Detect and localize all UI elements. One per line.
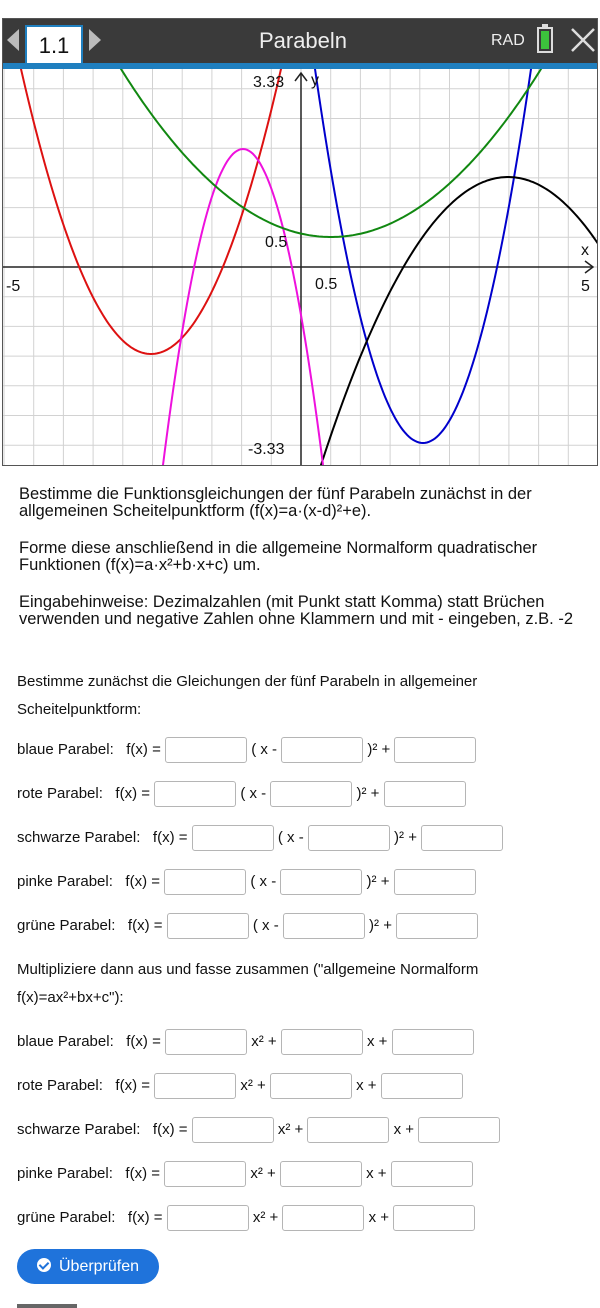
vertex-d-input[interactable]	[270, 781, 352, 807]
squared-plus-label: )² +	[367, 741, 391, 759]
open-bracket-label: ( x -	[277, 829, 304, 847]
y-max-label: 3.33	[253, 74, 285, 91]
vertex-e-input[interactable]	[396, 913, 478, 939]
x-squared-plus-label: x² +	[251, 1033, 277, 1051]
previous-page-arrow-icon[interactable]	[7, 29, 19, 51]
coefficient-a-input[interactable]	[154, 781, 236, 807]
x-squared-plus-label: x² +	[252, 1209, 279, 1227]
fx-label: f(x) =	[152, 829, 188, 847]
x-plus-label: x +	[366, 1033, 388, 1051]
open-bracket-label: ( x -	[252, 917, 279, 935]
squared-plus-label: )² +	[356, 785, 380, 803]
coefficient-b-input[interactable]	[307, 1117, 389, 1143]
vertex-form-row	[17, 736, 476, 764]
parabola-label: rote Parabel:	[17, 1077, 103, 1095]
coefficient-b-input[interactable]	[282, 1205, 364, 1231]
vertex-e-input[interactable]	[421, 825, 503, 851]
parabola-curve-4	[123, 149, 363, 465]
coefficient-a-input[interactable]	[167, 1205, 249, 1231]
coefficient-b-input[interactable]	[280, 1161, 362, 1187]
instruction-paragraph-1: Bestimme die Funktionsgleichungen der fünf Parabeln zunächst in der allgemeinen Scheitelpunktform (f(x)=a·(x-d)²+e).	[19, 485, 532, 520]
open-bracket-label: ( x -	[250, 873, 277, 891]
vertex-d-input[interactable]	[281, 737, 363, 763]
fx-label: f(x) =	[115, 1077, 150, 1095]
y-axis-label: y	[311, 72, 319, 89]
open-bracket-label: ( x -	[240, 785, 267, 803]
coefficient-b-input[interactable]	[270, 1073, 352, 1099]
coefficient-b-input[interactable]	[281, 1029, 363, 1055]
fx-label: f(x) =	[125, 1165, 161, 1183]
x-plus-label: x +	[366, 1165, 387, 1183]
x-plus-label: x +	[368, 1209, 390, 1227]
x-axis-label: x	[581, 242, 589, 259]
parabola-label: rote Parabel:	[17, 785, 103, 803]
vertex-d-input[interactable]	[280, 869, 362, 895]
coefficient-a-input[interactable]	[167, 913, 249, 939]
normal-form-row	[17, 1116, 500, 1144]
parabola-label: pinke Parabel:	[17, 873, 113, 891]
y-min-label: -3.33	[248, 441, 285, 458]
parabola-label: schwarze Parabel:	[17, 829, 141, 847]
x-squared-plus-label: x² +	[240, 1077, 266, 1095]
parabola-curve-1	[275, 69, 571, 443]
calculator-app	[2, 18, 598, 466]
coefficient-a-input[interactable]	[165, 737, 247, 763]
coefficient-c-input[interactable]	[418, 1117, 500, 1143]
coefficient-c-input[interactable]	[392, 1029, 474, 1055]
calculator-toolbar	[3, 19, 597, 63]
vertex-e-input[interactable]	[394, 737, 476, 763]
vertex-form-row	[17, 780, 466, 808]
next-page-arrow-icon[interactable]	[89, 29, 101, 51]
vertex-d-input[interactable]	[308, 825, 390, 851]
coefficient-c-input[interactable]	[393, 1205, 475, 1231]
squared-plus-label: )² +	[394, 829, 417, 847]
coefficient-c-input[interactable]	[381, 1073, 463, 1099]
fx-label: f(x) =	[152, 1121, 188, 1139]
vertex-form-row	[17, 824, 503, 852]
normal-form-row	[17, 1160, 473, 1188]
coefficient-a-input[interactable]	[164, 869, 246, 895]
graph-axes	[3, 73, 593, 465]
coefficient-a-input[interactable]	[192, 1117, 274, 1143]
angle-mode-indicator: RAD	[491, 32, 525, 49]
parabola-curve-5	[81, 69, 571, 237]
parabola-curve-3	[281, 177, 597, 465]
parabola-label: grüne Parabel:	[17, 1209, 116, 1227]
normal-form-row	[17, 1028, 474, 1056]
coefficient-a-input[interactable]	[164, 1161, 246, 1187]
x-plus-label: x +	[393, 1121, 415, 1139]
x-tick-label: 0.5	[315, 276, 338, 293]
fx-label: f(x) =	[126, 741, 161, 759]
vertex-form-row	[17, 912, 478, 940]
x-squared-plus-label: x² +	[277, 1121, 304, 1139]
parabola-label: blaue Parabel:	[17, 1033, 114, 1051]
x-min-label: -5	[6, 278, 21, 295]
coefficient-a-input[interactable]	[165, 1029, 247, 1055]
x-squared-plus-label: x² +	[250, 1165, 276, 1183]
battery-icon	[537, 27, 553, 53]
squared-plus-label: )² +	[369, 917, 392, 935]
fx-label: f(x) =	[115, 785, 150, 803]
coefficient-a-input[interactable]	[154, 1073, 236, 1099]
coefficient-c-input[interactable]	[391, 1161, 473, 1187]
fx-label: f(x) =	[127, 917, 163, 935]
instruction-paragraph-3: Eingabehinweise: Dezimalzahlen (mit Punkt statt Komma) statt Brüchen verwenden und negative Zahlen ohne Klammern und mit - eingeben, z.B. -2	[19, 593, 573, 628]
normal-form-row	[17, 1204, 475, 1232]
page-tab[interactable]: 1.1	[25, 25, 83, 65]
parabola-label: blaue Parabel:	[17, 741, 114, 759]
vertex-e-input[interactable]	[384, 781, 466, 807]
vertex-form-row	[17, 868, 476, 896]
instruction-paragraph-2: Forme diese anschließend in die allgemeine Normalform quadratischer Funktionen (f(x)=a·x²+b·x+c) um.	[19, 539, 538, 574]
open-bracket-label: ( x -	[251, 741, 278, 759]
vertex-d-input[interactable]	[283, 913, 365, 939]
parabola-curve-2	[3, 69, 317, 354]
cut-off-content	[17, 1300, 97, 1308]
check-circle-icon	[37, 1258, 51, 1272]
x-max-label: 5	[581, 278, 590, 295]
section1-heading: Bestimme zunächst die Gleichungen der fünf Parabeln in allgemeiner Scheitelpunktform:	[17, 673, 478, 718]
graph-area[interactable]	[3, 69, 597, 465]
x-plus-label: x +	[356, 1077, 377, 1095]
fx-label: f(x) =	[127, 1209, 163, 1227]
parabola-label: grüne Parabel:	[17, 917, 116, 935]
parabola-label: schwarze Parabel:	[17, 1121, 141, 1139]
fx-label: f(x) =	[125, 873, 161, 891]
close-icon[interactable]	[569, 25, 597, 55]
parabola-label: pinke Parabel:	[17, 1165, 113, 1183]
document-title: Parabeln	[258, 28, 348, 53]
check-button[interactable]	[17, 1249, 159, 1284]
coefficient-a-input[interactable]	[192, 825, 274, 851]
y-tick-label: 0.5	[265, 234, 288, 251]
squared-plus-label: )² +	[366, 873, 390, 891]
vertex-e-input[interactable]	[394, 869, 476, 895]
check-button-label: Überprüfen	[59, 1257, 140, 1275]
fx-label: f(x) =	[126, 1033, 161, 1051]
section2-heading: Multipliziere dann aus und fasse zusammen ("allgemeine Normalform f(x)=ax²+bx+c"):	[17, 961, 479, 1006]
normal-form-row	[17, 1072, 463, 1100]
